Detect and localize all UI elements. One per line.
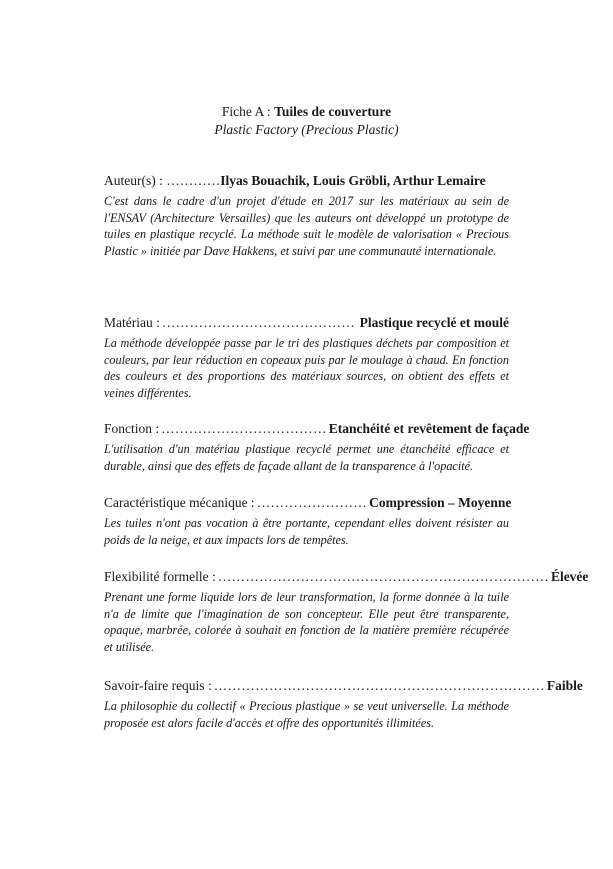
fiche-title: Tuiles de couverture: [274, 104, 392, 119]
materiau-description: La méthode développée passe par le tri des plastiques déchets par composition et couleurs, par leur réduction en copeaux puis par le moulage à chaud. En fonction des couleurs et des proportions des matériaux sources, on obtient des effets et veines différentes.: [104, 336, 509, 400]
page-subtitle: Plastic Factory (Precious Plastic): [214, 122, 399, 137]
savoir-faire-field: [104, 677, 583, 695]
page-title: [0, 103, 613, 121]
mecanique-description: Les tuiles n'ont pas vocation à être portante, cependant elles doivent résister au poids de la neige, et aux impacts lors de tempêtes.: [104, 516, 509, 547]
flexibilite-label: Flexibilité formelle :: [104, 569, 216, 584]
savoir-faire-value: Faible: [546, 678, 583, 693]
fonction-value: Etanchéité et revêtement de façade: [328, 421, 530, 436]
materiau-section: [104, 314, 509, 401]
savoir-faire-description: La philosophie du collectif « Precious plastique » se veut universelle. La méthode proposée est alors facile d'accès et offre des opportunités illimitées.: [104, 699, 509, 730]
flexibilite-dots: ………………………………………………………………: [217, 569, 549, 584]
mecanique-value: Compression – Moyenne: [369, 495, 512, 510]
authors-field: [104, 172, 509, 190]
flexibilite-value: Élevée: [550, 569, 589, 584]
mecanique-label: Caractéristique mécanique :: [104, 495, 255, 510]
title-block: [0, 103, 613, 139]
materiau-label: Matériau :: [104, 315, 160, 330]
materiau-value: Plastique recyclé et moulé: [359, 315, 509, 330]
savoir-faire-dots: ………………………………………………………………: [213, 678, 545, 693]
authors-value: Ilyas Bouachik, Louis Gröbli, Arthur Lemaire: [220, 173, 486, 188]
fonction-description: L'utilisation d'un matériau plastique recyclé permet une étanchéité efficace et durable, ainsi que des effets de façade allant de la transparence à l'opacité.: [104, 442, 509, 473]
materiau-dots: ……………………………………: [161, 315, 356, 330]
mecanique-section: [104, 494, 512, 548]
fiche-prefix: Fiche A :: [221, 104, 275, 119]
flexibilite-section: [104, 568, 589, 655]
materiau-field: [104, 314, 509, 332]
authors-description: C'est dans le cadre d'un projet d'étude en 2017 sur les matériaux au sein de l'ENSAV (Architecture Versailles) que les auteurs ont développé un prototype de tuiles en plastique recyclé. La méthode suit le modèle de valorisation « Precious Plastic » initiée par Dave Hakkens, et suivi par une communauté internationale.: [104, 194, 509, 258]
authors-dots: …………: [166, 173, 221, 188]
authors-label: Auteur(s) :: [104, 173, 167, 188]
mecanique-field: [104, 494, 512, 512]
flexibilite-description: Prenant une forme liquide lors de leur transformation, la forme donnée à la tuile n'a de limite que l'imagination de son concepteur. Elle peut être transparente, opaque, marbrée, colorée à souhait en fonction de la matière première récupérée et utilisée.: [104, 590, 509, 654]
fonction-field: [104, 420, 530, 438]
fonction-label: Fonction :: [104, 421, 160, 436]
mecanique-dots: ……………………: [256, 495, 368, 510]
authors-section: [104, 172, 509, 259]
savoir-faire-section: [104, 677, 583, 731]
savoir-faire-label: Savoir-faire requis :: [104, 678, 212, 693]
fonction-section: [104, 420, 530, 474]
fonction-dots: ………………………………: [161, 421, 327, 436]
flexibilite-field: [104, 568, 589, 586]
